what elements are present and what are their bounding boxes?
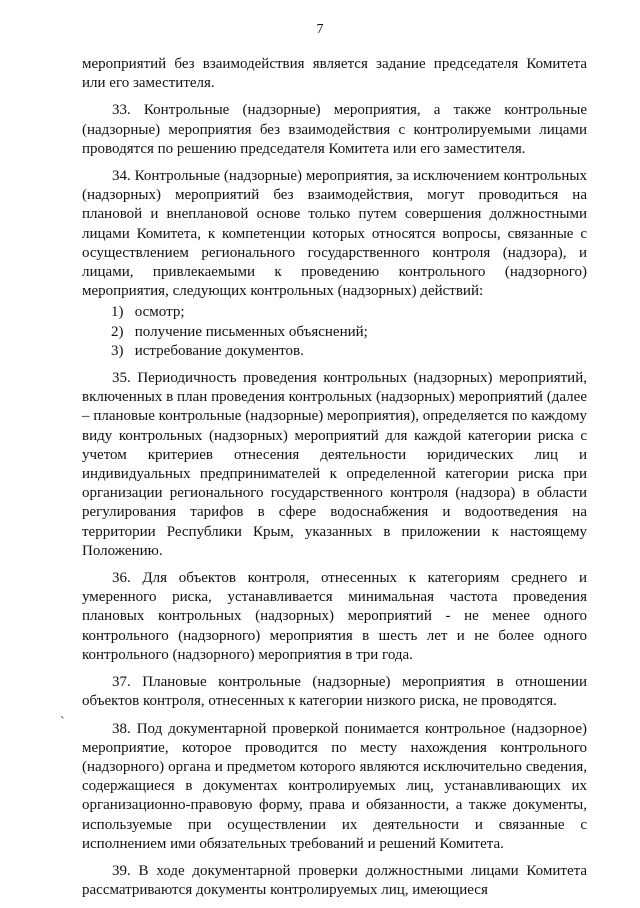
paragraph-39: 39. В ходе документарной проверки должностными лицами Комитета рассматриваются документы контролируемых лиц, имеющиеся [82, 862, 587, 899]
list-item-number: 1) [111, 304, 124, 321]
paragraph-continuation: мероприятий без взаимодействия является задание председателя Комитета или его заместителя. [82, 56, 587, 92]
paragraph-33: 33. Контрольные (надзорные) мероприятия, а также контрольные (надзорные) мероприятия без взаимодействия с контролируемыми лицами проводятся по решению председателя Комитета или его заместителя. [82, 102, 587, 157]
list-item-number: 3) [111, 342, 124, 359]
list-item [82, 342, 587, 361]
list-item-text: истребование документов. [134, 342, 304, 359]
paragraph-34: 34. Контрольные (надзорные) мероприятия, за исключением контрольных (надзорных) мероприятий без взаимодействия, могут проводиться на плановой и внеплановой основе только путем совершения должностными лицами Комитета, к компетенции которых относятся вопросы, связанные с осуществлением регионального государственного контроля (надзора), и лицами, привлекаемыми к проведению контрольного (надзорного) мероприятия, следующих контрольных (надзорных) действий: [82, 168, 587, 300]
paragraph-37: 37. Плановые контрольные (надзорные) мероприятия в отношении объектов контроля, отнесенных к категории низкого риска, не проводятся. [82, 674, 587, 710]
document-body [82, 55, 587, 908]
list-item-number: 2) [111, 323, 124, 340]
actions-list [82, 303, 587, 361]
list-item [82, 303, 587, 322]
list-item-text: получение письменных объяснений; [134, 323, 368, 340]
scan-speck: ˋ [60, 715, 65, 730]
paragraph-38: 38. Под документарной проверкой понимается контрольное (надзорное) мероприятие, которое проводится по месту нахождения контрольного (надзорного) органа и предметом которого являются исключительно сведения, содержащиеся в документах контролируемых лиц, устанавливающих их организационно-правовую форму, права и обязанности, а также документы, используемые при осуществлении их деятельности и связанные с исполнением ими обязательных требований и решений Комитета. [82, 720, 587, 852]
page-number: 7 [316, 22, 324, 37]
list-item-text: осмотр; [134, 304, 185, 321]
paragraph-36: 36. Для объектов контроля, отнесенных к категориям среднего и умеренного риска, устанавливается минимальная частота проведения плановых контрольных (надзорных) мероприятий - не менее одного контрольного (надзорного) мероприятия в шесть лет и не более одного контрольного (надзорного) мероприятия в три года. [82, 570, 587, 663]
paragraph-35: 35. Периодичность проведения контрольных (надзорных) мероприятий, включенных в план проведения контрольных (надзорных) мероприятий (далее – плановые контрольные (надзорные) мероприятия), определяется по каждому виду контрольных (надзорных) мероприятий для каждой категории риска с учетом критериев отнесения деятельности юридических лиц и индивидуальных предпринимателей к определенной категории риска при организации регионального государственного контроля (надзора) в области регулирования тарифов в сфере водоснабжения и водоотведения на территории Республики Крым, указанных в приложении к настоящему Положению. [82, 370, 587, 559]
list-item [82, 323, 587, 342]
